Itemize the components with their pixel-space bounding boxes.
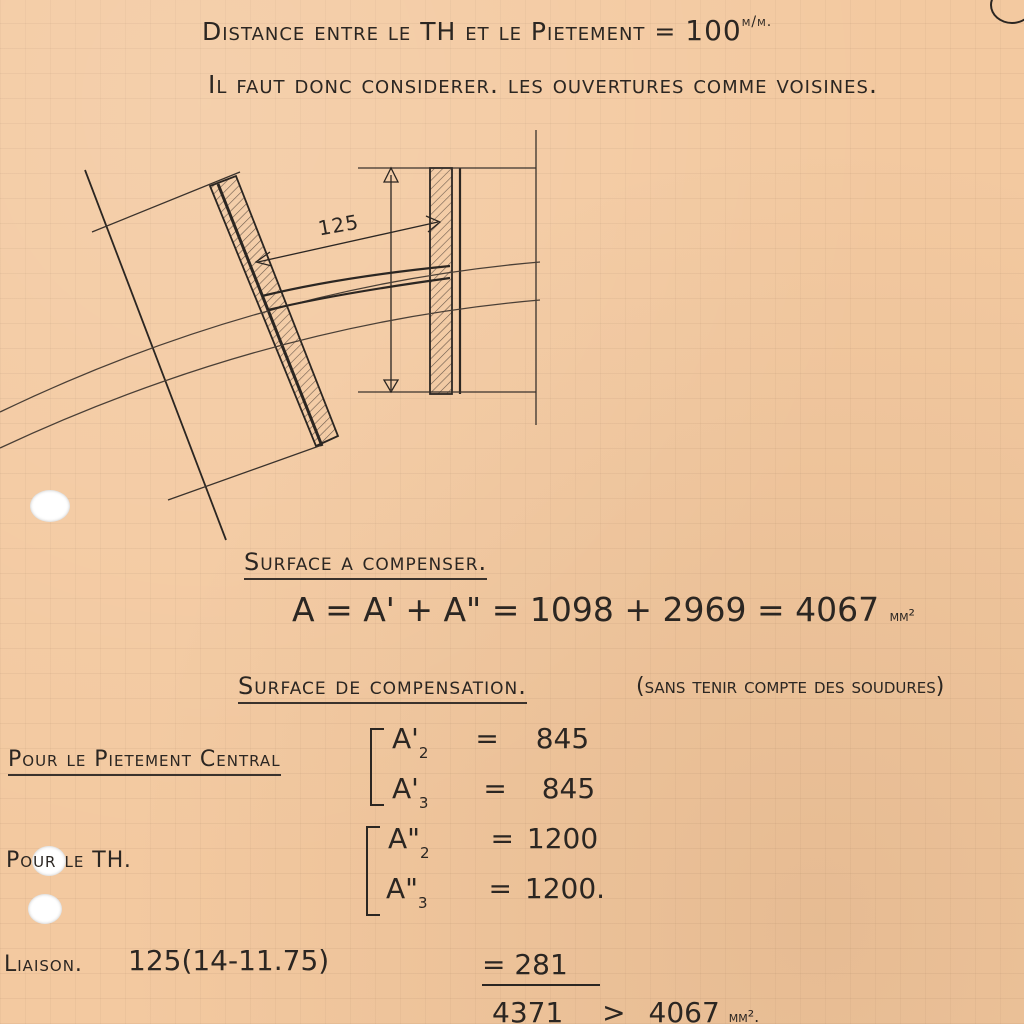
th-row-1: [388, 822, 598, 862]
liaison-result: = 281: [482, 948, 568, 981]
th-label: Pour le TH.: [6, 848, 132, 873]
total-value: 4371: [492, 996, 564, 1024]
brace-th: [366, 826, 380, 916]
area-equation-text: A = A' + A" = 1098 + 2969 = 4067: [292, 590, 880, 629]
liaison-label: Liaison.: [4, 952, 83, 977]
surface-compensation-title: [238, 672, 527, 700]
tilted-plate-edge: [218, 184, 322, 446]
row-value: 1200: [526, 822, 599, 855]
row-equals: =: [483, 772, 507, 805]
surface-compensation-note: (sans tenir compte des soudures): [636, 674, 945, 699]
total-required: 4067: [648, 996, 720, 1024]
pietement-central-label: [8, 747, 281, 772]
row-value: 845: [535, 722, 590, 755]
row-equals: =: [490, 822, 514, 855]
header-line-1-text: Distance entre le TH et le Pietement =: [202, 17, 677, 46]
row-subscript: 3: [418, 794, 429, 812]
row-equals: =: [475, 722, 499, 755]
brace-pietement: [370, 728, 384, 806]
total-unit: mm².: [728, 1007, 760, 1024]
th-row-2: [386, 872, 605, 912]
surface-compenser-title-text: Surface a compenser.: [244, 548, 487, 580]
row-equals: =: [488, 872, 512, 905]
row-subscript: 2: [418, 744, 429, 762]
header-line-1-value: 100: [685, 14, 742, 47]
row-subscript: 2: [420, 844, 430, 862]
pietement-row-1: [392, 722, 589, 762]
liaison-expression: 125(14-11.75): [128, 944, 330, 977]
bridge-plate-bottom: [268, 278, 450, 310]
header-line-2: Il faut donc considerer. les ouvertures comme voisines.: [208, 70, 878, 99]
pietement-central-label-text: Pour le Pietement Central: [8, 747, 281, 776]
total-line: [492, 996, 759, 1024]
area-equation-unit: mm²: [889, 606, 915, 625]
area-equation: [292, 590, 915, 629]
surface-compensation-title-text: Surface de compensation.: [238, 672, 527, 704]
row-symbol: A": [388, 822, 421, 855]
row-value: 845: [541, 772, 596, 805]
dimension-label-125: 125: [316, 209, 361, 241]
row-symbol: A': [392, 722, 419, 755]
axis-line-left: [85, 170, 226, 540]
row-symbol: A": [386, 872, 419, 905]
construction-line-bottom: [168, 445, 322, 500]
total-comparison: >: [602, 996, 626, 1024]
punch-hole-1: [30, 490, 70, 522]
row-subscript: 3: [418, 894, 428, 912]
pietement-row-2: [392, 772, 595, 812]
header-line-1-unit: m/m.: [741, 14, 773, 30]
row-value: 1200.: [524, 872, 606, 905]
row-symbol: A': [392, 772, 419, 805]
punch-hole-3: [28, 894, 62, 924]
surface-compenser-title: [244, 548, 487, 576]
